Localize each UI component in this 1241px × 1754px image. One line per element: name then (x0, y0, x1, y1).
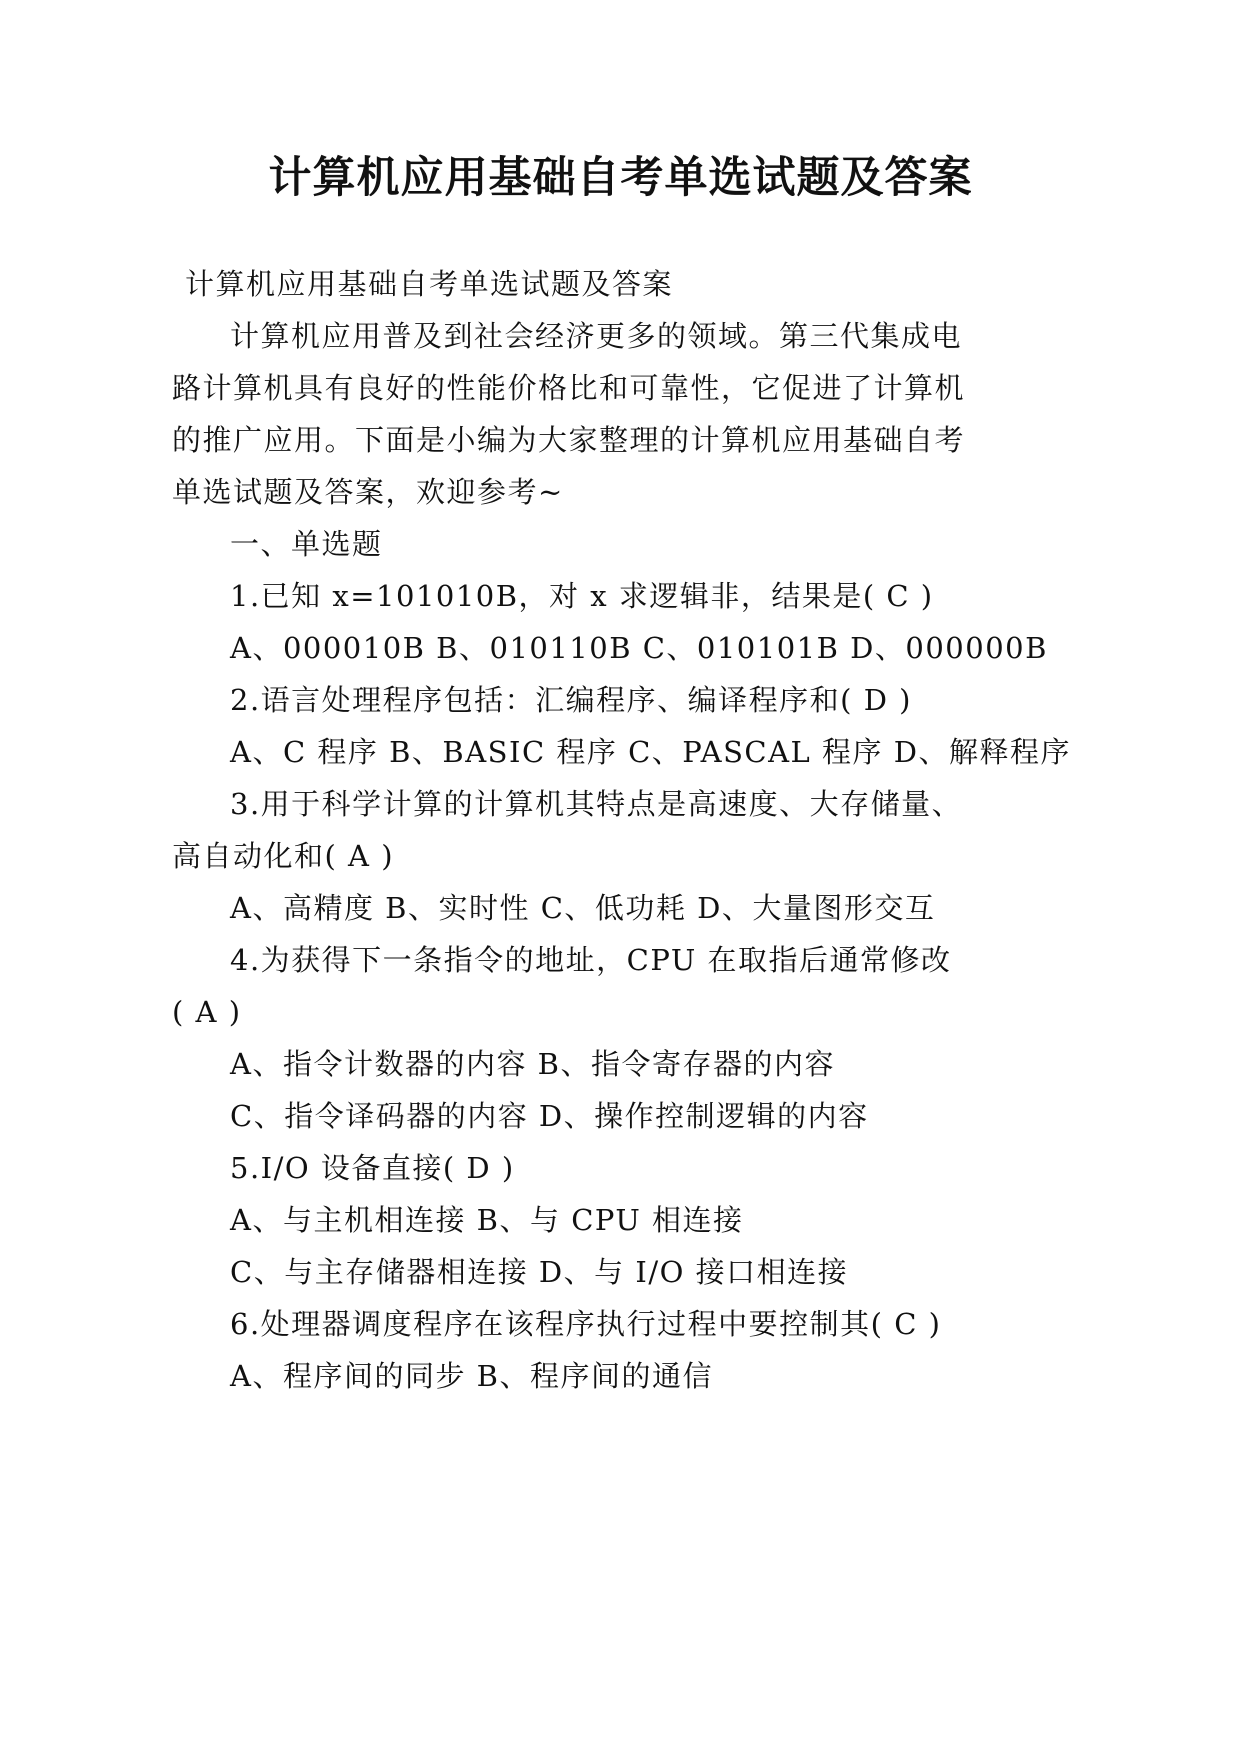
intro-line: 计算机应用普及到社会经济更多的领域。第三代集成电 (230, 319, 963, 353)
question-stem: 1.已知 x=101010B，对 x 求逻辑非，结果是( C ) (230, 579, 934, 613)
question-stem: 2.语言处理程序包括：汇编程序、编译程序和( D ) (230, 683, 912, 717)
question-options: A、C 程序 B、BASIC 程序 C、PASCAL 程序 D、解释程序 (230, 735, 1072, 769)
question-stem: 高自动化和( A ) (172, 839, 395, 873)
question-options: A、高精度 B、实时性 C、低功耗 D、大量图形交互 (230, 891, 936, 925)
question-stem: 5.I/O 设备直接( D ) (230, 1151, 515, 1185)
question-options: C、指令译码器的内容 D、操作控制逻辑的内容 (230, 1099, 869, 1133)
intro-line: 单选试题及答案，欢迎参考~ (172, 475, 564, 509)
document-subtitle: 计算机应用基础自考单选试题及答案 (185, 267, 674, 301)
question-stem: 3.用于科学计算的计算机其特点是高速度、大存储量、 (230, 787, 963, 821)
intro-line: 的推广应用。下面是小编为大家整理的计算机应用基础自考 (172, 423, 966, 457)
question-stem: 6.处理器调度程序在该程序执行过程中要控制其( C ) (230, 1307, 942, 1341)
section-heading: 一、单选题 (230, 527, 383, 561)
question-stem: ( A ) (172, 995, 242, 1029)
intro-line: 路计算机具有良好的性能价格比和可靠性，它促进了计算机 (172, 371, 966, 405)
question-options: C、与主存储器相连接 D、与 I/O 接口相连接 (230, 1255, 849, 1289)
question-options: A、程序间的同步 B、程序间的通信 (230, 1359, 713, 1393)
question-stem: 4.为获得下一条指令的地址，CPU 在取指后通常修改 (230, 943, 952, 977)
question-options: A、与主机相连接 B、与 CPU 相连接 (230, 1203, 744, 1237)
question-options: A、000010B B、010110B C、010101B D、000000B (230, 631, 1048, 665)
question-options: A、指令计数器的内容 B、指令寄存器的内容 (230, 1047, 835, 1081)
document-title: 计算机应用基础自考单选试题及答案 (268, 153, 973, 203)
